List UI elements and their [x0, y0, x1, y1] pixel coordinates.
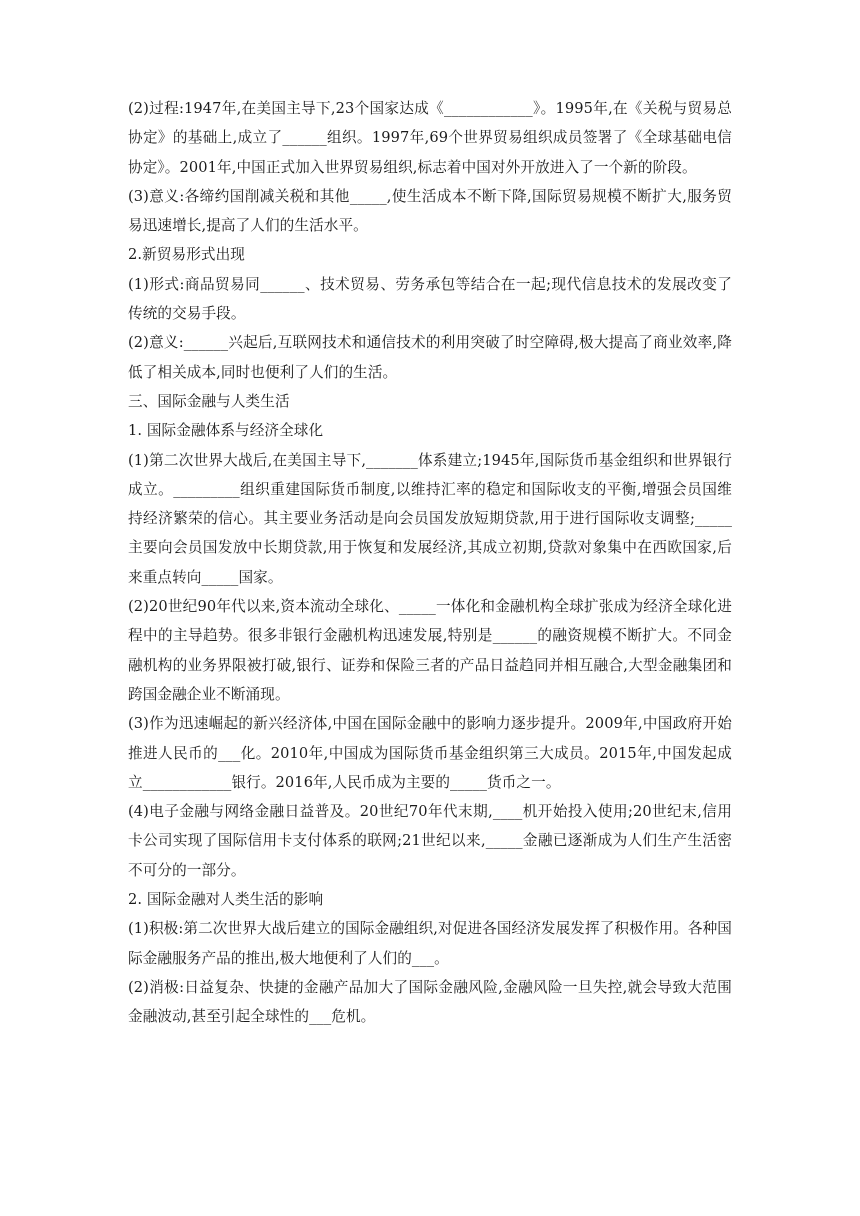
paragraph-electronic-finance: (4)电子金融与网络金融日益普及。20世纪70年代末期,____机开始投入使用;20世纪末,信用卡公司实现了国际信用卡支付体系的联网;21世纪以来,_____金融已逐渐成为人们生产生活密不可分的一部分。 — [128, 803, 732, 879]
section-heading-finance: 三、国际金融与人类生活 — [128, 392, 290, 410]
paragraph-postwar-finance: (1)第二次世界大战后,在美国主导下,_______体系建立;1945年,国际货币基金组织和世界银行成立。_________组织重建国际货币制度,以维持汇率的稳定和国际收支的平衡,增强会员国维持经济繁荣的信心。其主要业务活动是向会员国发放短期贷款,用于进行国际收支调整;_____主要向会员国发放中长期贷款,用于恢复和发展经济,其成立初期,贷款对象集中在西欧国家,后来重点转向_____国家。 — [128, 451, 732, 586]
paragraph-forms: (1)形式:商品贸易同______、技术贸易、劳务承包等结合在一起;现代信息技术的发展改变了传统的交易手段。 — [128, 275, 732, 323]
heading-new-trade-forms: 2.新贸易形式出现 — [128, 246, 245, 264]
paragraph-china-finance: (3)作为迅速崛起的新兴经济体,中国在国际金融中的影响力逐步提升。2009年,中国政府开始推进人民币的___化。2010年,中国成为国际货币基金组织第三大成员。2015年,中国发起成立____________银行。2016年,人民币成为主要的_____货币之一。 — [128, 715, 732, 791]
paragraph-negative-impact: (2)消极:日益复杂、快捷的金融产品加大了国际金融风险,金融风险一旦失控,就会导致大范围金融波动,甚至引起全球性的___危机。 — [128, 978, 732, 1026]
paragraph-forms-significance: (2)意义:______兴起后,互联网技术和通信技术的利用突破了时空障碍,极大提高了商业效率,降低了相关成本,同时也便利了人们的生活。 — [128, 334, 732, 381]
paragraph-significance: (3)意义:各缔约国削减关税和其他_____,使生活成本不断下降,国际贸易规模不断扩大,服务贸易迅速增长,提高了人们的生活水平。 — [128, 187, 732, 235]
subheading-finance-impact: 2. 国际金融对人类生活的影响 — [128, 891, 324, 909]
paragraph-process: (2)过程:1947年,在美国主导下,23个国家达成《____________》。1995年,在《关税与贸易总协定》的基础上,成立了______组织。1997年,69个世界贸易组织成员签署了《全球基础电信协定》。2001年,中国正式加入世界贸易组织,标志着中国对外开放进入了一个新的阶段。 — [128, 100, 732, 176]
subheading-finance-system: 1. 国际金融体系与经济全球化 — [128, 422, 324, 440]
paragraph-1990s-trends: (2)20世纪90年代以来,资本流动全球化、_____一体化和金融机构全球扩张成为经济全球化进程中的主导趋势。很多非银行金融机构迅速发展,特别是______的融资规模不断扩大。不同金融机构的业务界限被打破,银行、证券和保险三者的产品日益趋同并相互融合,大型金融集团和跨国金融企业不断涌现。 — [128, 598, 732, 703]
document-body — [128, 94, 732, 1032]
paragraph-positive-impact: (1)积极:第二次世界大战后建立的国际金融组织,对促进各国经济发展发挥了积极作用。各种国际金融服务产品的推出,极大地便利了人们的___。 — [128, 920, 732, 967]
